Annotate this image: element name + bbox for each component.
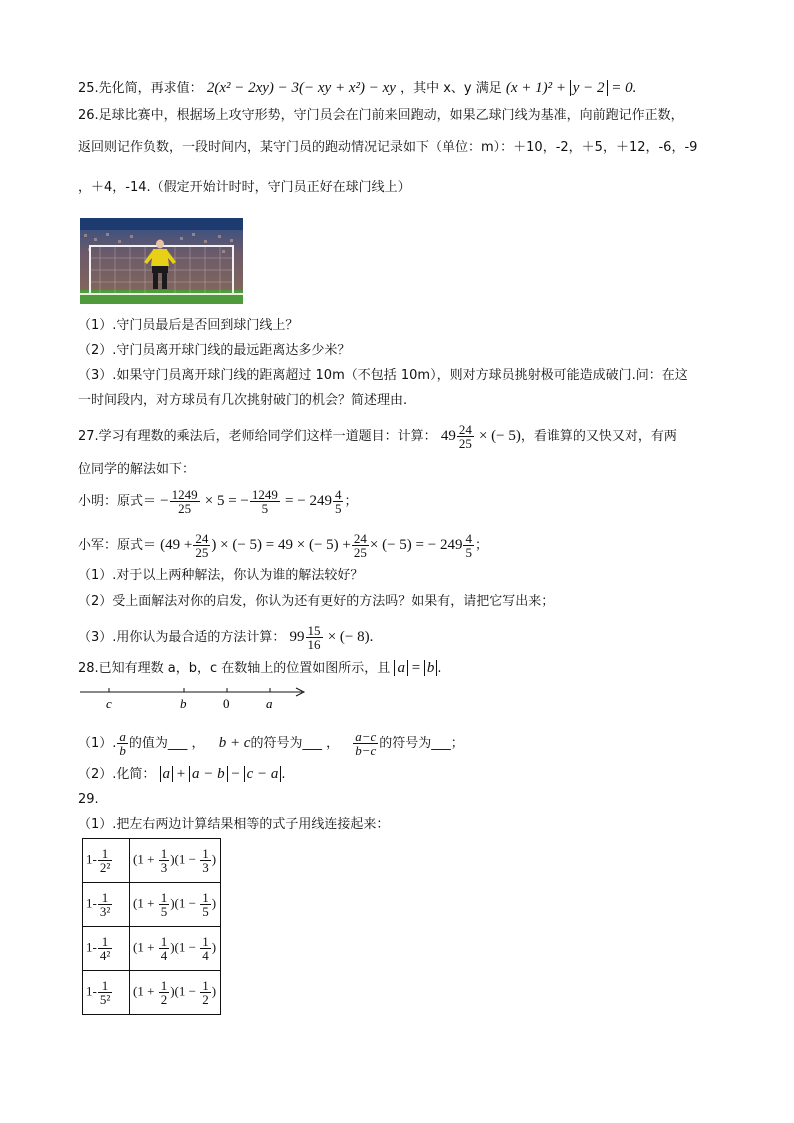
right-d2: 2 bbox=[202, 992, 209, 1007]
q27-xm-d2: 5 bbox=[261, 501, 269, 516]
q27-xm-n1: 1249 bbox=[171, 487, 198, 502]
q27-xm-a: − bbox=[160, 493, 169, 509]
right-n2: 1 bbox=[202, 846, 209, 861]
q26-line3: ，＋4，-14.（假定开始计时时，守门员正好在球门线上） bbox=[78, 180, 411, 195]
q25-expression: 2(x² − 2xy) − 3(− xy + x²) − xy bbox=[206, 80, 396, 96]
right-expression[interactable]: (1 + $\frac{1}{4}$ )(1 − $\frac{1}{4}$ ) bbox=[130, 927, 221, 971]
right-n1: 1 bbox=[160, 978, 168, 993]
matching-table bbox=[82, 838, 221, 1015]
q27-xj-frac3 bbox=[463, 532, 474, 559]
q27-xj-frac1 bbox=[193, 532, 210, 559]
q27-xj-n3: 4 bbox=[465, 531, 472, 546]
label-zero: 0 bbox=[223, 696, 230, 711]
q27-xm-n2: 1249 bbox=[251, 487, 278, 502]
q28-dot: . bbox=[437, 661, 442, 676]
q27-xj-a: (49 + bbox=[160, 537, 193, 553]
right-n2: 1 bbox=[202, 978, 209, 993]
q28-line1 bbox=[78, 658, 442, 679]
table-row bbox=[83, 927, 221, 971]
q27-calc-int: 49 bbox=[440, 428, 456, 444]
left-den: 4² bbox=[99, 948, 111, 963]
q27-s3-int: 99 bbox=[289, 629, 305, 645]
right-d2: 3 bbox=[202, 860, 209, 875]
table-row bbox=[83, 839, 221, 883]
right-part2: 1 − bbox=[178, 939, 200, 955]
q27-xj-d3: 5 bbox=[465, 545, 472, 560]
q27-lead-tail: ，看谁算的又快又对，有两 bbox=[520, 429, 677, 444]
q27-xj-n2: 24 bbox=[353, 531, 367, 546]
q25-cond-left: (x + 1)² + bbox=[505, 80, 570, 96]
q28-abs-b: b bbox=[424, 660, 438, 676]
q27-line1 bbox=[78, 423, 677, 450]
left-expression[interactable] bbox=[83, 883, 130, 927]
q27-s3-frac bbox=[306, 624, 323, 651]
right-n1: 1 bbox=[160, 890, 168, 905]
left-expression[interactable] bbox=[83, 927, 130, 971]
left-fraction bbox=[98, 891, 112, 918]
q26-sub1: （1）.守门员最后是否回到球门线上？ bbox=[78, 318, 299, 333]
q27-sub1: （1）.对于以上两种解法，你认为谁的解法较好？ bbox=[78, 568, 364, 583]
left-expression[interactable] bbox=[83, 971, 130, 1015]
right-d1: 5 bbox=[160, 904, 168, 919]
q27-xm-end: ； bbox=[344, 494, 358, 509]
left-den: 3² bbox=[99, 904, 111, 919]
left-den: 2² bbox=[99, 860, 111, 875]
q28-s1-label: （1）. bbox=[78, 736, 117, 751]
right-expression[interactable]: (1 + $\frac{1}{3}$ )(1 − $\frac{1}{3}$ ) bbox=[130, 839, 221, 883]
q27-xm-frac1 bbox=[170, 488, 200, 515]
q27-xiaoming bbox=[78, 488, 357, 515]
q29-number: 29. bbox=[78, 792, 99, 807]
left-prefix: 1- bbox=[86, 895, 97, 911]
q27-lead: 27.学习有理数的乘法后，老师给同学们这样一道题目：计算： bbox=[78, 429, 437, 444]
q25-cond-right: = 0. bbox=[607, 80, 637, 96]
q27-xj-d2: 25 bbox=[353, 545, 367, 560]
table-row bbox=[83, 971, 221, 1015]
right-part2: 1 − bbox=[178, 851, 200, 867]
q28-s1-t1: 的值为___ ， bbox=[128, 736, 205, 751]
q27-sub3 bbox=[78, 624, 373, 651]
label-c: c bbox=[106, 696, 112, 711]
right-n1: 1 bbox=[160, 934, 168, 949]
q27-xm-d3: 5 bbox=[334, 501, 342, 516]
left-prefix: 1- bbox=[86, 851, 97, 867]
q26-sub2: （2）.守门员离开球门线的最远距离达多少米？ bbox=[78, 343, 351, 358]
label-a: a bbox=[266, 696, 273, 711]
q26-sub3b: 一时间段内，对方球员有几次挑射破门的机会？简述理由. bbox=[78, 393, 408, 408]
right-part1: 1 + bbox=[137, 983, 158, 999]
right-frac2 bbox=[200, 891, 211, 918]
q28-s1-fa-n: a bbox=[119, 729, 126, 744]
q27-sub3-text: （3）.用你认为最合适的方法计算： bbox=[78, 630, 286, 645]
right-d1: 3 bbox=[160, 860, 168, 875]
q27-xj-end: ； bbox=[474, 538, 488, 553]
q27-calc-frac bbox=[457, 423, 474, 450]
q28-s2-a: a bbox=[160, 766, 174, 782]
right-frac1 bbox=[159, 979, 170, 1006]
q28-s1-bc: b + c bbox=[218, 735, 251, 751]
q28-s1-fa-d: b bbox=[119, 743, 126, 758]
q29-sub1: （1）.把左右两边计算结果相等的式子用线连接起来： bbox=[78, 817, 390, 832]
q28-eq: = bbox=[407, 660, 424, 676]
q28-s2-dot: . bbox=[281, 767, 286, 782]
q28-s1-t3: 的符号为___； bbox=[379, 736, 464, 751]
q28-abs-a: a bbox=[394, 660, 408, 676]
left-fraction bbox=[98, 847, 112, 874]
q28-s2-minus: − bbox=[227, 766, 244, 782]
q27-xj-c: × (− 5) = − 249 bbox=[369, 537, 463, 553]
q28-s2-label: （2）.化简： bbox=[78, 767, 156, 782]
left-den: 5² bbox=[99, 992, 111, 1007]
q27-line2: 位同学的解法如下： bbox=[78, 462, 196, 477]
right-d2: 5 bbox=[202, 904, 209, 919]
q27-calc-num: 24 bbox=[458, 422, 472, 437]
q25-line bbox=[78, 78, 636, 99]
right-n2: 1 bbox=[202, 934, 209, 949]
q28-lead: 28.已知有理数 a，b，c 在数轴上的位置如图所示，且 bbox=[78, 661, 391, 676]
q28-s1-frac2 bbox=[353, 730, 378, 757]
right-expression[interactable]: (1 + $\frac{1}{2}$ )(1 − $\frac{1}{2}$ ) bbox=[130, 971, 221, 1015]
q28-s2-c: c − a bbox=[244, 766, 282, 782]
q27-xm-b: × 5 = − bbox=[204, 493, 249, 509]
right-n1: 1 bbox=[160, 846, 168, 861]
right-n2: 1 bbox=[202, 890, 209, 905]
q27-sub2: （2）受上面解法对你的启发，你认为还有更好的方法吗？如果有，请把它写出来； bbox=[78, 594, 555, 609]
q25-mid: ，其中 x、y 满足 bbox=[400, 81, 502, 96]
right-frac2 bbox=[200, 847, 211, 874]
number-line bbox=[78, 686, 308, 714]
left-num: 1 bbox=[98, 935, 112, 949]
q27-xj-d1: 25 bbox=[195, 545, 209, 560]
q28-s1-f2-d: b−c bbox=[355, 743, 377, 758]
q27-calc-tail: × (− 5) bbox=[478, 428, 521, 444]
q27-calc-den: 25 bbox=[458, 436, 472, 451]
label-b: b bbox=[180, 696, 187, 711]
left-expression[interactable] bbox=[83, 839, 130, 883]
left-prefix: 1- bbox=[86, 939, 97, 955]
right-frac1 bbox=[159, 891, 170, 918]
left-num: 1 bbox=[98, 847, 112, 861]
q27-s3-tail: × (− 8). bbox=[327, 629, 374, 645]
q28-s2-b: a − b bbox=[189, 766, 228, 782]
q26-line2: 返回则记作负数，一段时间内，某守门员的跑动情况记录如下（单位：m）：＋10，-2，＋5，＋12，-6，-9 bbox=[78, 140, 698, 155]
right-d1: 4 bbox=[160, 948, 168, 963]
right-frac2 bbox=[200, 979, 211, 1006]
q27-s3-num: 15 bbox=[307, 623, 321, 638]
right-part1: 1 + bbox=[137, 895, 158, 911]
q27-xm-label: 小明：原式＝ bbox=[78, 494, 157, 509]
right-frac2 bbox=[200, 935, 211, 962]
left-num: 1 bbox=[98, 891, 112, 905]
q27-xj-n1: 24 bbox=[195, 531, 209, 546]
right-part2: 1 − bbox=[178, 983, 200, 999]
q26-line1: 26.足球比赛中，根据场上攻守形势，守门员会在门前来回跑动，如果乙球门线为基准，向前跑记作正数， bbox=[78, 108, 684, 123]
left-num: 1 bbox=[98, 979, 112, 993]
q28-s1-frac-ab bbox=[117, 730, 128, 757]
q26-sub3a: （3）.如果守门员离开球门线的距离超过 10m（不包括 10m），则对方球员挑射极可能造成破门.问：在这 bbox=[78, 368, 688, 383]
q27-xm-c: = − 249 bbox=[285, 493, 332, 509]
q27-xm-n3: 4 bbox=[334, 487, 342, 502]
right-expression[interactable]: (1 + $\frac{1}{5}$ )(1 − $\frac{1}{5}$ ) bbox=[130, 883, 221, 927]
q28-s1-t2: 的符号为___ ， bbox=[250, 736, 340, 751]
table-row bbox=[83, 883, 221, 927]
right-frac1 bbox=[159, 847, 170, 874]
right-part1: 1 + bbox=[137, 851, 158, 867]
q27-xj-frac2 bbox=[352, 532, 369, 559]
q28-s2-plus: + bbox=[173, 766, 190, 782]
right-d2: 4 bbox=[202, 948, 209, 963]
q28-sub2 bbox=[78, 764, 286, 785]
q27-s3-den: 16 bbox=[307, 637, 321, 652]
q27-xj-label: 小军：原式＝ bbox=[78, 538, 157, 553]
q25-cond-abs: y − 2 bbox=[570, 80, 608, 96]
q27-xm-d1: 25 bbox=[178, 501, 192, 516]
q27-xj-b: ) × (− 5) = 49 × (− 5) + bbox=[211, 537, 351, 553]
left-prefix: 1- bbox=[86, 983, 97, 999]
left-fraction bbox=[98, 935, 112, 962]
right-part1: 1 + bbox=[137, 939, 158, 955]
q28-s1-f2-n: a−c bbox=[355, 729, 377, 744]
q28-sub1 bbox=[78, 730, 464, 757]
q27-xm-frac2 bbox=[250, 488, 280, 515]
q27-xm-frac3 bbox=[333, 488, 344, 515]
goalkeeper-photo bbox=[80, 218, 243, 304]
right-frac1 bbox=[159, 935, 170, 962]
q27-xiaojun bbox=[78, 532, 488, 559]
right-part2: 1 − bbox=[178, 895, 200, 911]
right-d1: 2 bbox=[160, 992, 168, 1007]
left-fraction bbox=[98, 979, 112, 1006]
q25-lead: 25.先化简，再求值： bbox=[78, 81, 203, 96]
